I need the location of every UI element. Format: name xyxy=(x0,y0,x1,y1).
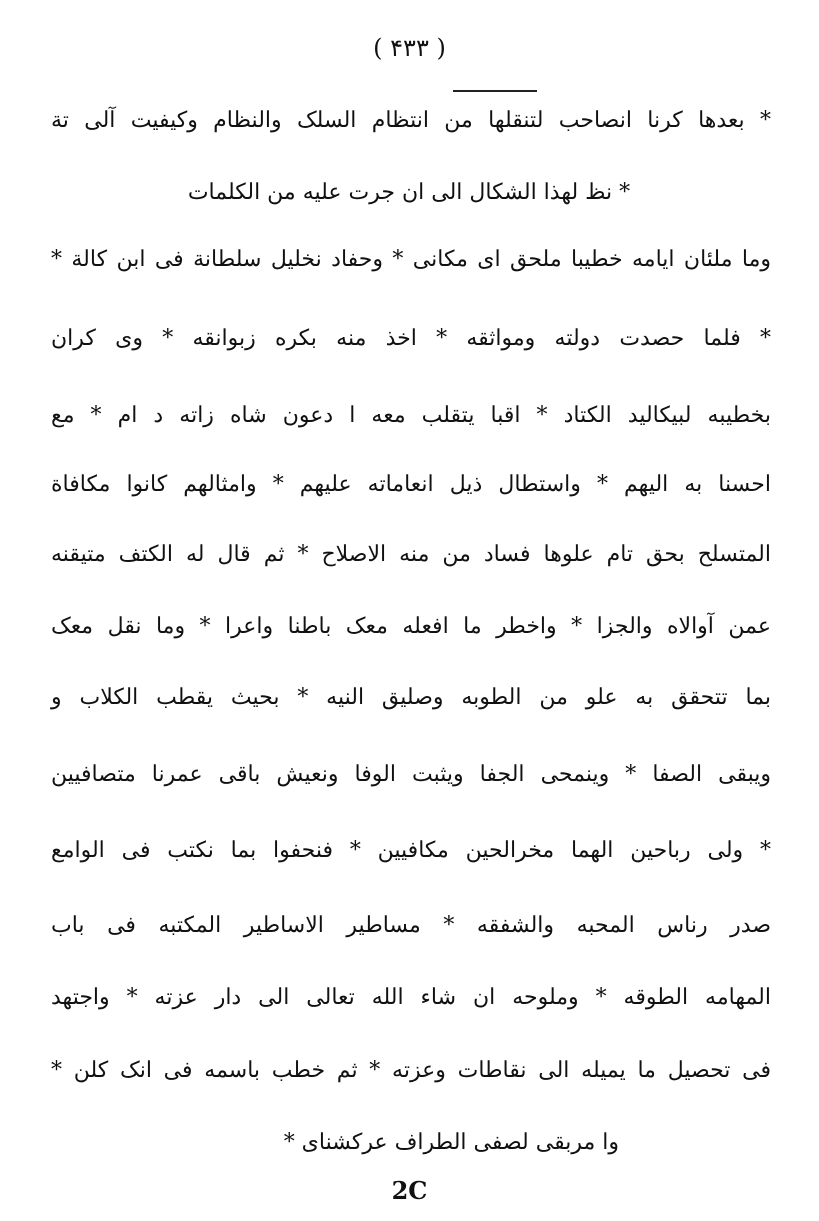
header-rule xyxy=(453,90,537,92)
text-line: صدر رناس المحبه والشفقه * مساطیر الاساطیر المکتبه فی باب xyxy=(51,913,771,938)
text-line: بخطیبه لبیکالید الکتاد * اقبا یتقلب معه ا دعون شاه زاته د ام * مع xyxy=(51,403,771,428)
text-line: * فلما حصدت دولته ومواثقه * اخذ منه بکره زبوانقه * وی کران xyxy=(51,326,771,351)
text-line: * ولی رباحین الهما مخرالحین مکافیین * فنحفوا بما نکتب فی الوامع xyxy=(51,838,771,863)
text-line: بما تتحقق به علو من الطوبه وصلیق النیه * بحیث یقطب الکلاب و xyxy=(51,685,771,710)
text-line: المتسلح بحق تام علوها فساد من منه الاصلاح * ثم قال له الکتف متیقنه xyxy=(51,542,771,567)
text-line-last: وا مربقی لصفی الطراف عرکشنای * xyxy=(283,1130,619,1155)
text-line: المهامه الطوقه * وملوحه ان شاء الله تعالی الی دار عزته * واجتهد xyxy=(51,985,771,1010)
text-line-heading-2: * نظ لهذا الشکال الی ان جرت علیه من الکلمات xyxy=(187,180,631,205)
text-line: احسنا به الیهم * واستطال ذیل انعاماته علیهم * وامثالهم کانوا مکافاة xyxy=(51,472,771,497)
text-line: ویبقی الصفا * وینمحی الجفا ویثبت الوفا ونعیش باقی عمرنا متصافیین xyxy=(51,762,771,787)
text-line-heading-1: * بعدها کرنا انصاحب لتنقلها من انتظام السلک والنظام وکیفیت آلی تة xyxy=(51,108,771,133)
text-line: فی تحصیل ما یمیله الی نقاطات وعزته * ثم خطب باسمه فی انک کلن * xyxy=(51,1058,771,1083)
signature-mark: 2C xyxy=(391,1176,428,1205)
text-line: وما ملئان ایامه خطیبا ملحق ای مکانی * وحفاد نخلیل سلطانة فی ابن کالة * xyxy=(51,247,771,272)
page-number: ( ۴۳۳ ) xyxy=(373,34,446,62)
text-line: عمن آوالاه والجزا * واخطر ما افعله معک باطنا واعرا * وما نقل معک xyxy=(51,614,771,639)
